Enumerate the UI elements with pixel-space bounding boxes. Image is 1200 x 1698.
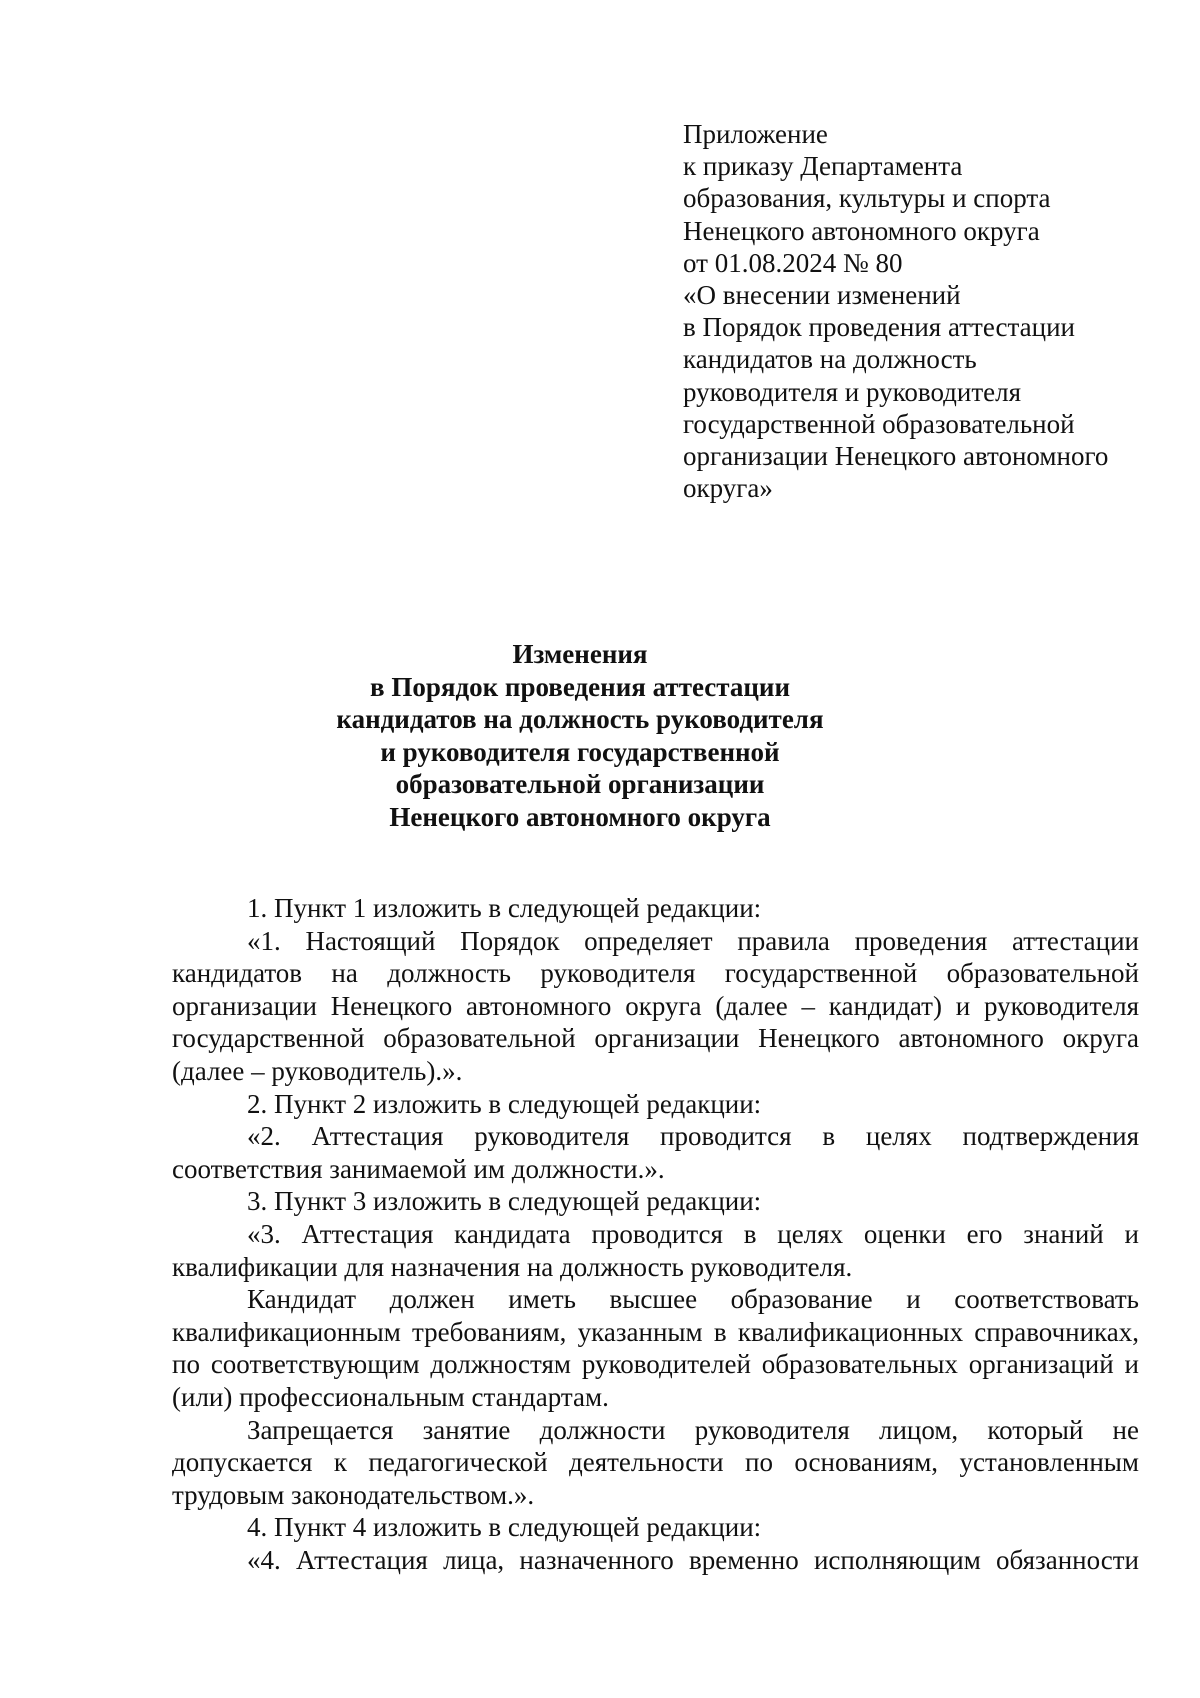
paragraph: «2. Аттестация руководителя проводится в целях подтверждения соответствия занимаемой им должности.». <box>172 1121 1139 1184</box>
appendix-line: округа» <box>683 473 773 504</box>
paragraph: «3. Аттестация кандидата проводится в целях оценки его знаний и квалификации для назначения на должность руководителя. <box>172 1218 1139 1282</box>
document-body <box>172 892 1139 1576</box>
appendix-line: «О внесении изменений <box>683 280 961 311</box>
appendix-line: кандидатов на должность <box>683 344 977 375</box>
appendix-line: Приложение <box>683 119 828 149</box>
appendix-header <box>683 118 1153 504</box>
appendix-line: государственной образовательной <box>683 408 1075 439</box>
paragraph: 4. Пункт 4 изложить в следующей редакции: <box>247 1512 762 1543</box>
paragraph: «4. Аттестация лица, назначенного временно исполняющим обязанности <box>247 1544 1139 1575</box>
appendix-line: организации Ненецкого автономного <box>683 441 1109 472</box>
appendix-line: к приказу Департамента <box>683 151 963 182</box>
appendix-line: от 01.08.2024 № 80 <box>683 247 903 278</box>
title-line: Изменения <box>512 639 648 669</box>
title-line: и руководителя государственной <box>380 736 780 767</box>
appendix-line: образования, культуры и спорта <box>683 183 1051 214</box>
appendix-line: в Порядок проведения аттестации <box>683 312 1075 343</box>
title-line: Ненецкого автономного округа <box>389 801 771 832</box>
title-line: образовательной организации <box>395 769 765 799</box>
appendix-line: руководителя и руководителя <box>683 376 1022 407</box>
document-title <box>160 638 1000 833</box>
title-line: кандидатов на должность руководителя <box>336 704 824 734</box>
paragraph: 3. Пункт 3 изложить в следующей редакции: <box>247 1186 762 1217</box>
appendix-line: Ненецкого автономного округа <box>683 215 1040 246</box>
paragraph: Кандидат должен иметь высшее образование и соответствовать квалификационным требованиям, указанным в квалификационных справочниках, по соответствующим должностям руководителей образовательных организаций и (или) профессиональным стандартам. <box>172 1284 1139 1412</box>
paragraph: Запрещается занятие должности руководителя лицом, который не допускается к педагогической деятельности по основаниям, установленным трудовым законодательством.». <box>172 1414 1139 1510</box>
paragraph: 2. Пункт 2 изложить в следующей редакции: <box>247 1088 762 1119</box>
paragraph: «1. Настоящий Порядок определяет правила проведения аттестации кандидатов на должность руководителя государственной образовательной организации Ненецкого автономного округа (далее – кандидат) и руководителя государственной образовательной организации Ненецкого автономного округа (далее – руководитель).». <box>172 925 1139 1086</box>
paragraph: 1. Пункт 1 изложить в следующей редакции: <box>247 893 762 923</box>
title-line: в Порядок проведения аттестации <box>369 671 791 702</box>
